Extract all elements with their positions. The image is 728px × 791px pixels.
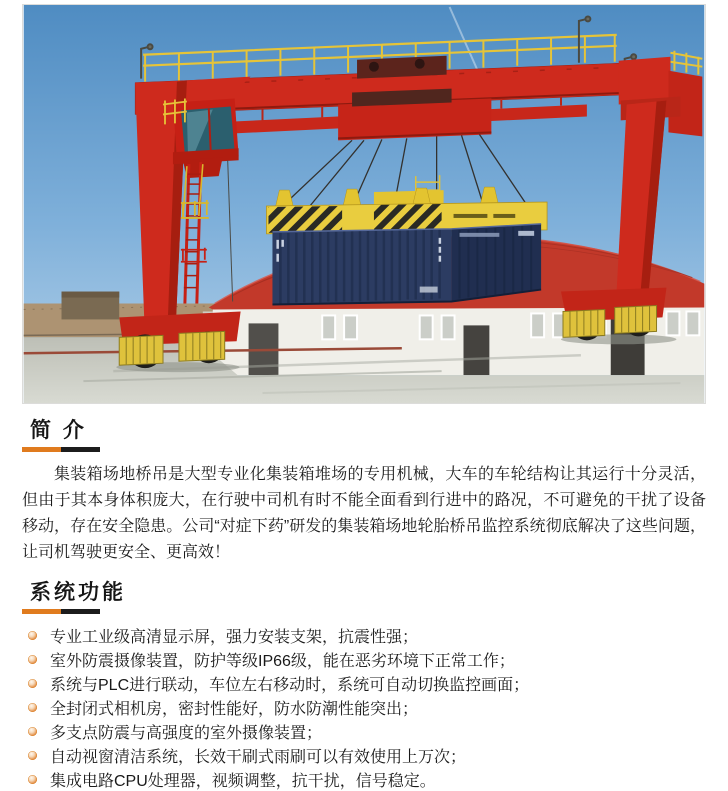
container (272, 224, 541, 305)
features-heading (22, 581, 706, 614)
feature-item (28, 623, 706, 647)
bullet-icon (28, 727, 37, 736)
feature-text: 集成电路CPU处理器，视频调整，抗干扰，信号稳定。 (50, 772, 436, 790)
feature-text: 室外防震摄像装置，防护等级IP66级，能在恶劣环境下正常工作； (50, 652, 515, 670)
features-list (22, 623, 706, 791)
feature-text: 自动视窗清洁系统，长效干刷式雨刷可以有效使用上万次； (50, 748, 467, 766)
heading-underline (22, 447, 100, 452)
bullet-icon (28, 655, 37, 664)
feature-text: 系统与PLC进行联动，车位左右移动时，系统可自动切换监控画面； (50, 676, 530, 694)
feature-item (28, 671, 706, 695)
intro-title: 简 介 (30, 419, 87, 442)
crane-photo-illustration (23, 5, 705, 403)
intro-section (22, 419, 706, 566)
bullet-icon (28, 679, 37, 688)
underline-orange-segment (22, 447, 61, 452)
underline-black-segment (61, 447, 100, 452)
features-title: 系统功能 (30, 581, 126, 604)
intro-paragraph: 集装箱场地桥吊是大型专业化集装箱堆场的专用机械，大车的车轮结构让其运行十分灵活，但由于其本身体积庞大，在行驶中司机有时不能全面看到行进中的路况，不可避免的干扰了设备移动，存在安全隐患。公司“对症下药”研发的集装箱场地轮胎桥吊监控系统彻底解决了这些问题，让司机驾驶更安全、更高效！ (22, 466, 706, 561)
feature-item (28, 695, 706, 719)
bullet-icon (28, 631, 37, 640)
bullet-icon (28, 775, 37, 784)
crane-photo (22, 4, 706, 404)
feature-item (28, 647, 706, 671)
underline-orange-segment (22, 609, 61, 614)
bullet-icon (28, 703, 37, 712)
feature-text: 专业工业级高清显示屏，强力安装支架，抗震性强； (50, 628, 419, 646)
heading-underline (22, 609, 100, 614)
underline-black-segment (61, 609, 100, 614)
feature-text: 多支点防震与高强度的室外摄像装置； (50, 724, 323, 742)
features-section (22, 581, 706, 791)
feature-item (28, 743, 706, 767)
feature-item (28, 719, 706, 743)
bullet-icon (28, 751, 37, 760)
right-wheel-bogie (561, 288, 676, 345)
feature-text: 全封闭式相机房，密封性能好，防水防潮性能突出； (50, 700, 419, 718)
intro-heading (22, 419, 706, 452)
